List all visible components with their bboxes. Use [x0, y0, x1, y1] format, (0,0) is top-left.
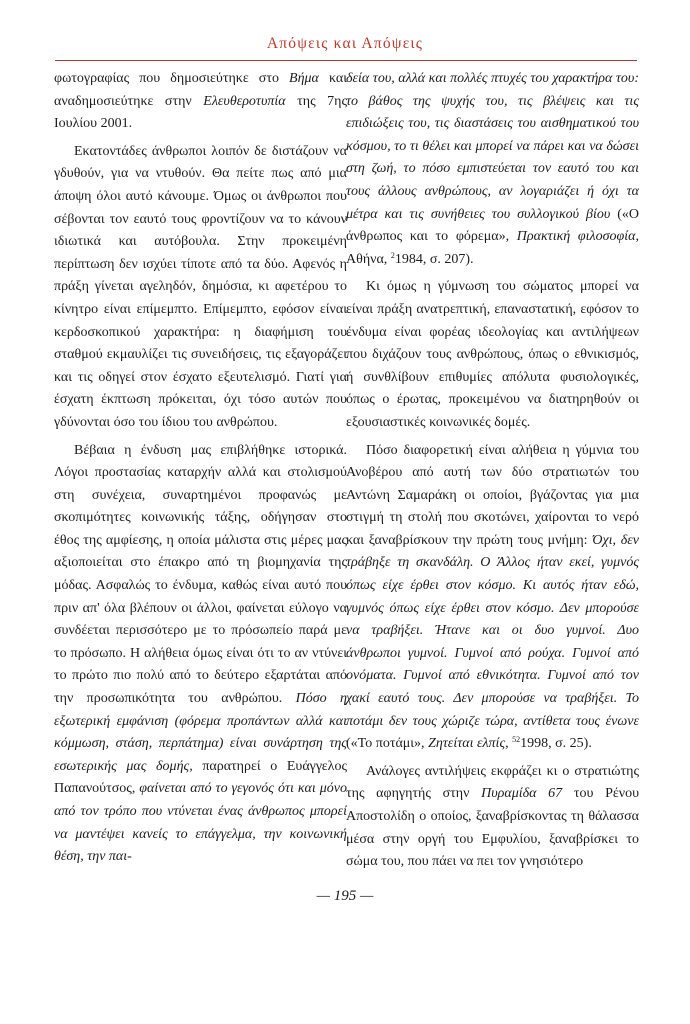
text-run: Βέβαια η ένδυση μας επιβλήθηκε ιστορικά. Λόγοι προστασίας καταρχήν αλλά και στολισμού στη συνέχεια, συναρτημένοι προφανώς με σκοπιμότητες κοινωνικής τάξης, οδήγησαν στο έθος της αμφίεσης, η οποία μάλιστα στις μέρες μας αξιοποιείται στο έπακρο από τη βιομηχανία της μόδας. Ασφαλώς το ένδυμα, καθώς είναι αυτό που πριν απ' όλα βλέπουν οι άλλοι, φαίνεται εύλογο να συνδέεται περισσότερο με το πρόσωπείο παρά με το πρόσωπο. Η αλήθεια όμως είναι ότι το αν ντύνει το πρώτο πιο πολύ από το δεύτερο εξαρτάται από την προσωπικότητα του ανθρώπου. [54, 442, 347, 707]
text-run: της 7ης Ιουλίου 2001. [54, 93, 347, 132]
paragraph [346, 440, 639, 756]
italic-run: Βήμα [289, 71, 319, 86]
text-run: φωτογραφίας που δημοσιεύτηκε στο [54, 71, 290, 86]
text-run: («Ο άνθρωπος και το φόρεμα», [346, 206, 639, 245]
page-number: — 195 — [316, 888, 374, 904]
paragraph: Εκατοντάδες άνθρωποι λοιπόν δε διστάζουν να γδυθούν, για να ντυθούν. Θα πείτε πως από μια άποψη όλοι αυτό κάνουμε. Όμως οι άνθρωποι που σέβονται τον εαυτό τους φροντίζουν να το κάνουν ιδιωτικά και αυτόβουλα. Στην προκειμένη περίπτωση δεν ισχύει τίποτε από τα δύο. Αφενός η πράξη γίνεται αγεληδόν, δημόσια, κι αφετέρου το κίνητρο είναι επίμεμπτο. Επίμεμπτο, εφόσον είναι κερδοσκοπικού χαρακτήρα: η διαφήμιση του σταθμού εκμαυλίζει τις συνειδήσεις, τις εξαγοράζει και τις οδηγεί στον έσχατο εξευτελισμό. Γιατί για έσχατη έκπτωση πρόκειται, όχι τόσο αυτών που γδύνονται όσο του ίδιου του ανθρώπου. [54, 143, 347, 430]
italic-run: Πόσο η εξωτερική εμφάνιση (φόρεμα προπάντων αλλά και κόμμωση, στάση, περπάτημα) είναι συνάρτηση της εσωτερικής μας δομής, [54, 691, 347, 774]
italic-run: Όχι, δεν τράβηξε τη σκανδάλη. Ο Άλλος ήταν εκεί, γυμνός όπως είχε έρθει στον κόσμο. Κι αυτός ήταν εδώ, γυμνός όπως είχε έρθει στον κόσμο. Δεν μπορούσε να τραβήξει. Ήτανε και οι δυο γυμνοί. Δυο άνθρωποι γυμνοί. Γυμνοί από ρούχα. Γυμνοί από ονόματα. Γυμνοί από εθνικότητα. Γυμνοί από τον χακί εαυτό τους. Δεν μπορούσε να τραβήξει. Το ποτάμι δεν τους χώριζε τώρα, αντίθετα τους ένωνε [346, 532, 640, 729]
paragraph [346, 68, 639, 271]
paragraph [54, 440, 347, 869]
text-run: 1998, σ. 25). [520, 736, 592, 752]
text-run: , Αθήνα, [346, 229, 639, 267]
edition-superscript: 2 [390, 250, 395, 260]
text-run: 1984, σ. 207). [394, 251, 474, 267]
header-rule [55, 60, 637, 61]
text-run: παρατηρεί ο Ευάγγελος Παπανούτσος, [54, 758, 347, 797]
paragraph [346, 761, 639, 874]
text-run: («Το ποτάμι», [346, 736, 429, 752]
italic-run: Πρακτική φιλοσοφία [516, 229, 636, 245]
italic-run: Ελευθεροτυπία [203, 93, 286, 109]
italic-run: Ζητείται ελπίς [428, 736, 506, 752]
left-column [54, 68, 347, 869]
italic-run: δεία του, αλλά και πολλές πτυχές του χαρακτήρα του: το βάθος της ψυχής του, τις βλέψεις και τις επιδιώξεις του, τις διαστάσεις του αισθηματικού του κόσμου, το τι θέλει και μπορεί να πάρει και να δώσει στη ζωή, το πόσο εμπιστεύεται τον εαυτό του και τους άλλους ανθρώπους, αν λογαριάζει ή όχι τα μέτρα και τις συνήθειες του συλλογικού βίου [346, 71, 639, 222]
text-run: του Ρένου Αποστολίδη ο οποίος, ξαναβρίσκοντας τη θάλασσα μέσα στην οργή του Εμφυλίου, ξαναβρίσκει το σώμα του, που πάει να πει τον γνησιότερο [346, 786, 639, 870]
right-column [346, 68, 639, 874]
text-run: , [505, 736, 513, 752]
running-header-title: Απόψεις και Απόψεις [266, 35, 424, 52]
text-run: Πόσο διαφορετική είναι αλήθεια η γύμνια του Ανοβέρου από αυτή των δύο στρατιωτών του Αντώνη Σαμαράκη οι οποίοι, βγάζοντας για μια στιγμή τη στολή που σκοτώνει, χαίρονται το νερό και ξαναβρίσκουν την πρώτη τους μνήμη: [346, 442, 639, 548]
text-run: Ανάλογες αντιλήψεις εκφράζει κι ο στρατιώτης της αφηγητής στην [346, 763, 639, 802]
italic-run: Πυραμίδα 67 [481, 786, 563, 802]
italic-run: φαίνεται από το γεγονός ότι και μόνο από τον τρόπο που ντύνεται ένας άνθρωπος μπορεί να μαντέψει κανείς το επάγγελμα, την κοινωνική θέση, την παι- [54, 781, 347, 865]
paragraph: Κι όμως η γύμνωση του σώματος μπορεί να είναι πράξη ανατρεπτική, επαναστατική, εφόσον το ένδυμα είναι φορέας ιδεολογίας και αντιλήψεων που διχάζουν τους ανθρώπους, όπως ο εθνικισμός, ή συνθλίβουν επιθυμίες απόλυτα φυσιολογικές, όπως ο έρωτας, προκειμένου να διατηρηθούν οι εξουσιαστικές κοινωνικές δομές. [346, 279, 639, 430]
paragraph [54, 68, 347, 136]
text-run: και αναδημοσιεύτηκε στην [54, 71, 347, 109]
edition-superscript: 52 [512, 735, 521, 745]
